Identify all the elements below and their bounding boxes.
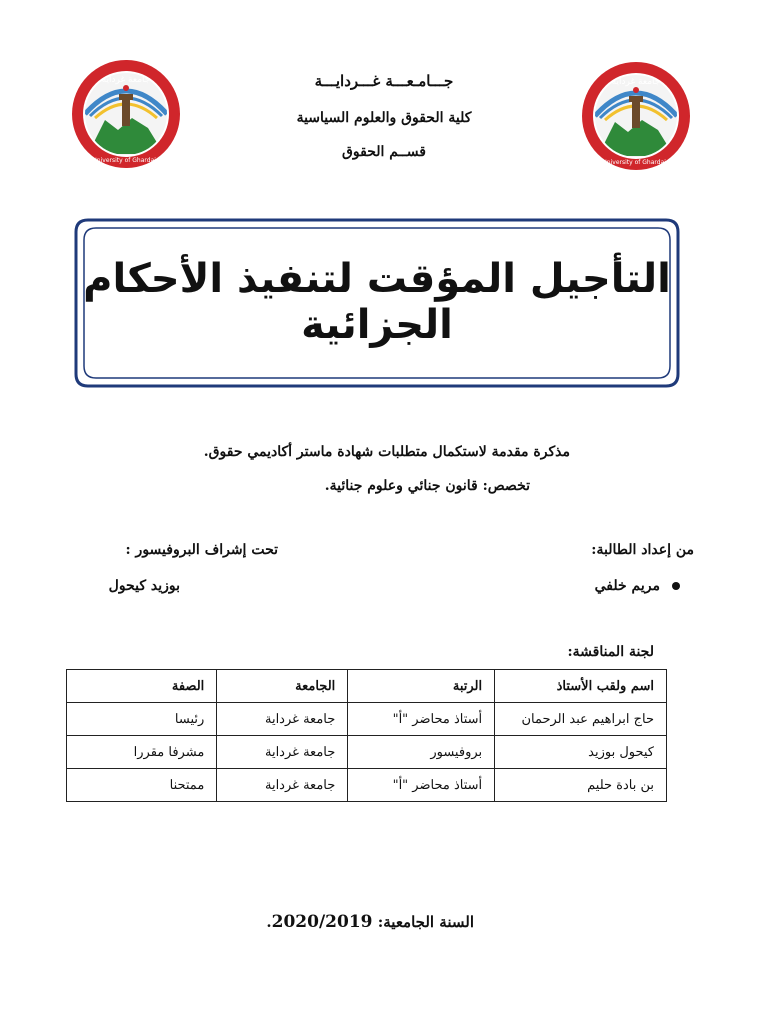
academic-year-value: 2020/2019 bbox=[271, 912, 373, 932]
logo-caption-bottom: University of Ghardaia bbox=[602, 159, 670, 166]
logo-caption-top: جامعة غرداية bbox=[611, 77, 661, 87]
bullet-icon bbox=[672, 582, 680, 590]
table-row bbox=[67, 703, 667, 736]
table-row bbox=[67, 736, 667, 769]
faculty-name: كلية الحقوق والعلوم السياسية bbox=[296, 110, 472, 126]
cell-university: جامعة غرداية bbox=[217, 736, 348, 769]
academic-year-label: السنة الجامعية: bbox=[377, 913, 474, 931]
cell-role: مشرفا مقررا bbox=[67, 736, 217, 769]
table-header-row bbox=[67, 670, 667, 703]
header-role: الصفة bbox=[67, 670, 217, 703]
header-name: اسم ولقب الأستاذ bbox=[495, 670, 667, 703]
logo-caption-bottom: University of Ghardaia bbox=[92, 157, 160, 164]
university-logo-right bbox=[580, 60, 692, 172]
header-rank: الرتبة bbox=[348, 670, 495, 703]
memo-line-1: مذكرة مقدمة لاستكمال متطلبات شهادة ماستر أكاديمي حقوق. bbox=[203, 444, 570, 460]
supervisor-name: بوزيد كيحول bbox=[108, 578, 180, 594]
cell-name: كيحول بوزيد bbox=[495, 736, 667, 769]
header-university: الجامعة bbox=[217, 670, 348, 703]
supervisor-label: تحت إشراف البروفيسور : bbox=[125, 542, 278, 558]
academic-year: السنة الجامعية: 2020/2019. bbox=[266, 912, 474, 932]
cell-rank: بروفيسور bbox=[348, 736, 495, 769]
memo-line-2: تخصص: قانون جنائي وعلوم جنائية. bbox=[324, 478, 530, 494]
cell-rank: أستاذ محاضر "أ" bbox=[348, 703, 495, 736]
cell-rank: أستاذ محاضر "أ" bbox=[348, 769, 495, 802]
cell-role: رئيسا bbox=[67, 703, 217, 736]
cell-role: ممتحنا bbox=[67, 769, 217, 802]
university-name: جـــامـعـــة غـــردايـــة bbox=[314, 72, 454, 90]
committee-label: لجنة المناقشة: bbox=[567, 644, 654, 660]
cell-university: جامعة غرداية bbox=[217, 703, 348, 736]
logo-caption-top: جامعة غرداية bbox=[101, 75, 151, 85]
cell-university: جامعة غرداية bbox=[217, 769, 348, 802]
thesis-title: التأجيل المؤقت لتنفيذ الأحكام الجزائية bbox=[83, 256, 671, 348]
department-name: قســم الحقوق bbox=[342, 144, 426, 160]
university-logo-left bbox=[70, 58, 182, 170]
table-row bbox=[67, 769, 667, 802]
cell-name: بن بادة حليم bbox=[495, 769, 667, 802]
cell-name: حاج ابراهيم عبد الرحمان bbox=[495, 703, 667, 736]
student-name: مريم خلفي bbox=[594, 578, 660, 594]
committee-table bbox=[66, 669, 667, 802]
student-label: من إعداد الطالبة: bbox=[591, 542, 694, 558]
student-item bbox=[470, 578, 680, 594]
